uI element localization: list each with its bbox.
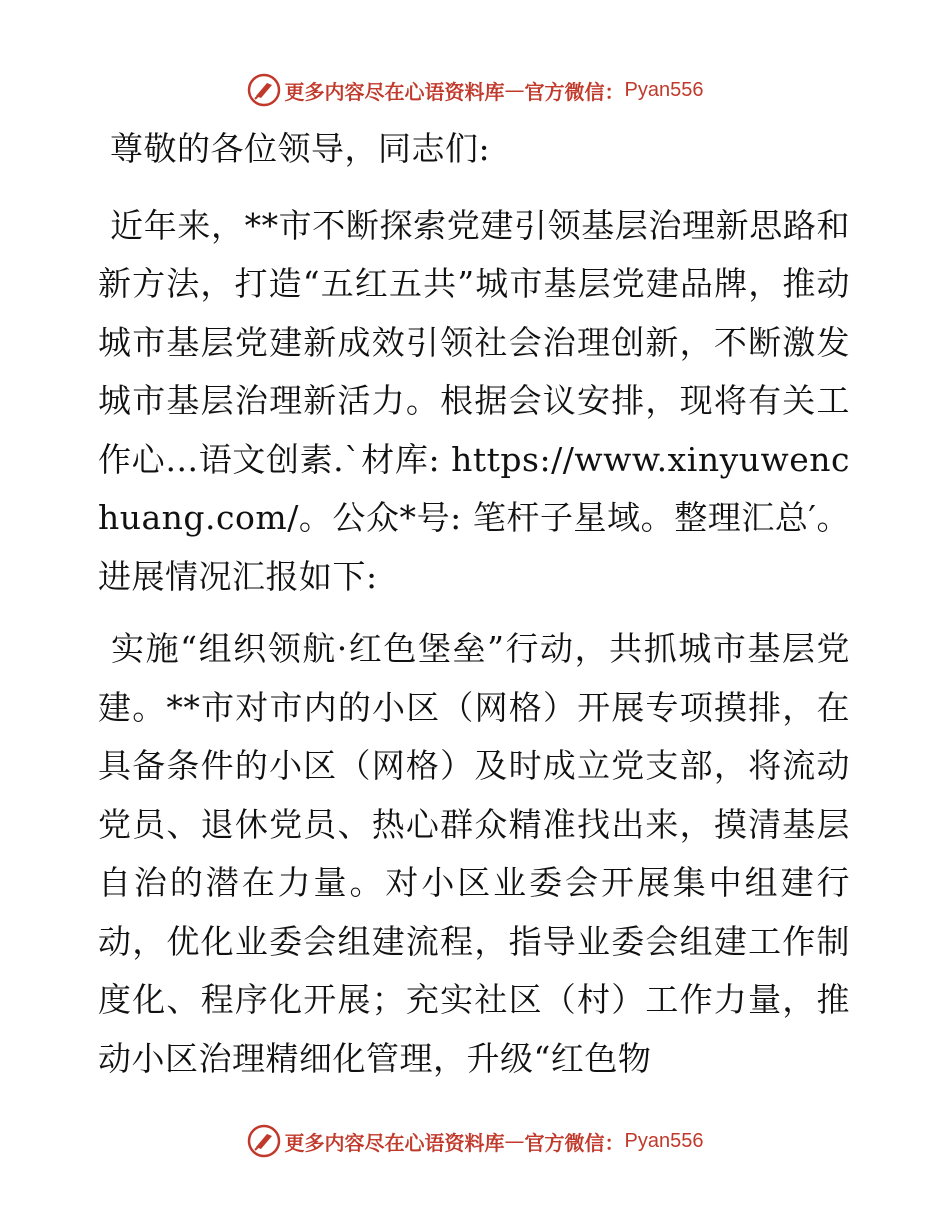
banner-wechat-id: Pyan556 bbox=[624, 1129, 704, 1152]
paragraph-2-text: 实施“组织领航·红色堡垒”行动，共抓城市基层党建。**市对市内的小区（网格）开展专项摸排，在具备条件的小区（网格）及时成立党支部，将流动党员、退休党员、热心群众精准找出来，摸清基层自治的潜在力量。对小区业委会开展集中组建行动，优化业委会组建流程，指导业委会组建工作制度化、程序化开展；充实社区（村）工作力量，推动小区治理精细化管理，升级“红色物 bbox=[98, 629, 850, 1078]
banner-wechat-label: 官方微信： bbox=[524, 1130, 625, 1155]
banner-brand-text: 更多内容尽在心语资料库 bbox=[284, 79, 505, 104]
greeting-text: 尊敬的各位领导，同志们: bbox=[110, 129, 491, 168]
banner-brand-text: 更多内容尽在心语资料库 bbox=[284, 1130, 505, 1155]
logo-icon bbox=[247, 73, 281, 107]
header-banner bbox=[0, 70, 950, 110]
paragraph-1 bbox=[98, 197, 850, 607]
paragraph-1-text: 近年来，**市不断探索党建引领基层治理新思路和新方法，打造“五红五共”城市基层党建品牌，推动城市基层党建新成效引领社会治理创新，不断激发城市基层治理新活力。根据会议安排，现将有关工作心…语文创素.`材库: https://www.xinyuwenchuang.com/。公众*号: 笔杆子星域。整理汇总′。进展情况汇报如下: bbox=[98, 205, 850, 596]
document-body bbox=[98, 120, 850, 1102]
paragraph-2 bbox=[98, 620, 850, 1088]
logo-icon bbox=[247, 1124, 281, 1158]
banner-wechat-label: 官方微信： bbox=[524, 79, 625, 104]
greeting bbox=[98, 120, 850, 179]
banner-dash: — bbox=[504, 78, 525, 102]
banner-wechat-id: Pyan556 bbox=[624, 78, 704, 101]
banner-dash: — bbox=[504, 1129, 525, 1153]
footer-banner bbox=[0, 1121, 950, 1161]
